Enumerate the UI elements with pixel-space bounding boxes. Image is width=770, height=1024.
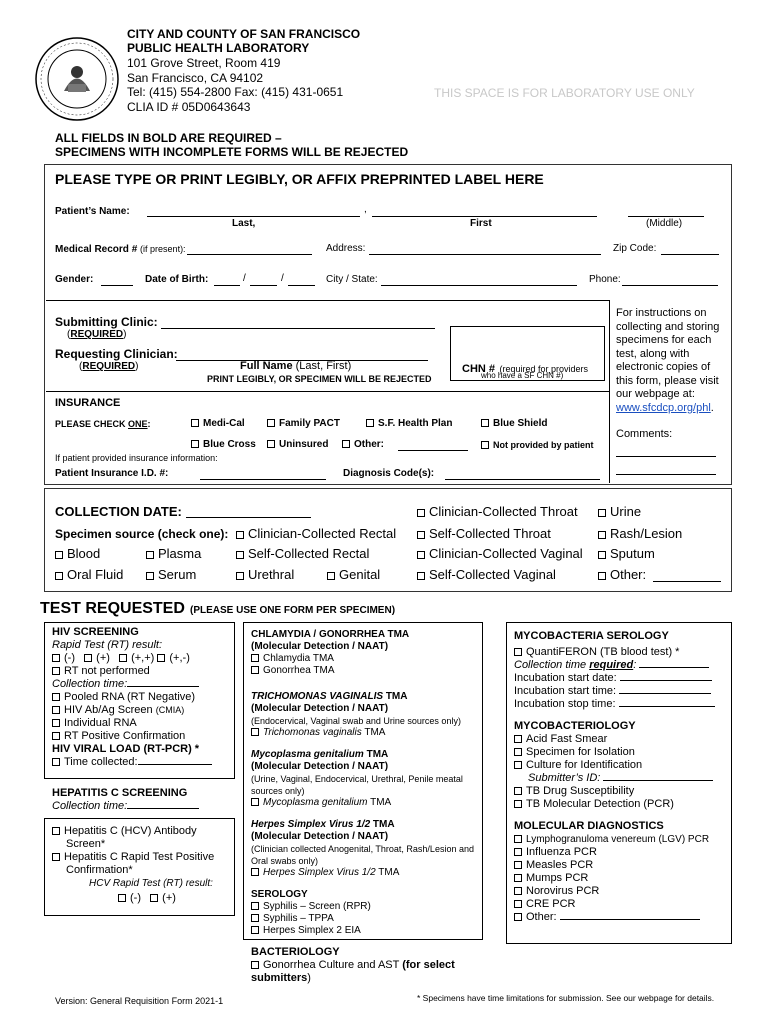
- print-legibly-warning: PRINT LEGIBLY, OR SPECIMEN WILL BE REJECTED: [207, 374, 432, 384]
- gender-field[interactable]: [101, 284, 133, 286]
- incubation-start-field[interactable]: [619, 692, 711, 694]
- rejected-notice: SPECIMENS WITH INCOMPLETE FORMS WILL BE REJECTED: [55, 145, 409, 159]
- rt-positive-checkbox[interactable]: [52, 732, 60, 740]
- hcv-pos-checkbox[interactable]: [150, 894, 158, 902]
- urine-label: Urine: [610, 504, 642, 519]
- molecular-other-checkbox[interactable]: [514, 913, 522, 921]
- oral-fluid-label: Oral Fluid: [67, 567, 124, 582]
- self-rectal-label: Self-Collected Rectal: [248, 546, 370, 561]
- sputum-checkbox[interactable]: [598, 551, 606, 559]
- instructions-line-7: our webpage at:: [616, 388, 695, 400]
- hiv-screening-title: HIV SCREENING: [52, 626, 139, 638]
- chlamydia-checkbox[interactable]: [251, 654, 259, 662]
- urethral-checkbox[interactable]: [236, 572, 244, 580]
- rash-checkbox[interactable]: [598, 531, 606, 539]
- rt-not-performed-checkbox[interactable]: [52, 667, 60, 675]
- phone-fax: Tel: (415) 554-2800 Fax: (415) 431-0651: [127, 85, 344, 99]
- lab-use-only-text: THIS SPACE IS FOR LABORATORY USE ONLY: [434, 86, 695, 100]
- hcv-neg-checkbox[interactable]: [118, 894, 126, 902]
- medi-cal-label: Medi-Cal: [203, 418, 245, 429]
- gc-culture-note-close: ): [307, 972, 311, 984]
- submitter-id-field[interactable]: [603, 779, 713, 781]
- hsv-note-2: Oral swabs only): [251, 856, 319, 866]
- hsv-subtitle: (Molecular Detection / NAAT): [251, 831, 389, 842]
- specimen-other-label: Other:: [610, 567, 647, 582]
- trich-label-tma: TMA: [361, 727, 386, 738]
- family-pact-label: Family PACT: [279, 418, 340, 429]
- hsv-title-tma: TMA: [370, 819, 395, 830]
- measles-checkbox[interactable]: [514, 861, 522, 869]
- self-throat-label: Self-Collected Throat: [429, 526, 551, 541]
- sf-health-label: S.F. Health Plan: [378, 418, 453, 429]
- trich-checkbox[interactable]: [251, 728, 259, 736]
- molecular-other-field[interactable]: [560, 918, 700, 920]
- first-label: First: [470, 218, 492, 229]
- serum-label: Serum: [158, 567, 197, 582]
- tb-molecular-label: TB Molecular Detection (PCR): [526, 798, 674, 810]
- gonorrhea-checkbox[interactable]: [251, 666, 259, 674]
- insurance-divider: [46, 391, 610, 392]
- hiv-collection-time-label: Collection time:: [52, 678, 128, 690]
- specimen-other-field[interactable]: [653, 580, 721, 582]
- full-name-note: (Last, First): [295, 360, 352, 372]
- blood-checkbox[interactable]: [55, 551, 63, 559]
- clin-vaginal-label: Clinician-Collected Vaginal: [429, 546, 583, 561]
- tppa-checkbox[interactable]: [251, 914, 259, 922]
- last-name-field[interactable]: [147, 215, 360, 217]
- gonorrhea-label: Gonorrhea TMA: [263, 665, 335, 676]
- phone-label: Phone:: [589, 274, 621, 285]
- requesting-clinician-label: Requesting Clinician:: [55, 347, 178, 361]
- culture-id-label: Culture for Identification: [526, 759, 643, 771]
- mgen-title: Mycoplasma genitalium: [251, 749, 364, 760]
- time-collected-checkbox[interactable]: [52, 758, 60, 766]
- submitting-required: REQUIRED: [70, 329, 124, 340]
- rash-label: Rash/Lesion: [610, 526, 683, 541]
- hiv-collection-time-field[interactable]: [127, 685, 199, 687]
- trich-note: (Endocervical, Vaginal swab and Urine sources only): [251, 716, 461, 726]
- hiv-rt-pos-checkbox[interactable]: [84, 654, 92, 662]
- lgv-label: Lymphogranuloma venereum (LGV) PCR: [526, 834, 710, 845]
- hcv-screening-title: HEPATITIS C SCREENING: [52, 787, 188, 799]
- blue-cross-label: Blue Cross: [203, 439, 256, 450]
- individual-rna-label: Individual RNA: [64, 717, 137, 729]
- chn-note-1: (required for providers: [499, 364, 589, 374]
- insurance-id-label: Patient Insurance I.D. #:: [55, 468, 169, 479]
- comments-line-2[interactable]: [616, 473, 716, 475]
- chn-label: CHN #: [462, 363, 496, 375]
- not-provided-checkbox[interactable]: [481, 441, 489, 449]
- serum-checkbox[interactable]: [146, 572, 154, 580]
- insurance-other-field[interactable]: [398, 449, 468, 451]
- blue-shield-checkbox[interactable]: [481, 419, 489, 427]
- mrn-note: (if present):: [140, 244, 186, 254]
- test-requested-heading: TEST REQUESTED: [40, 600, 185, 617]
- instructions-line-1: For instructions on: [616, 307, 707, 319]
- hiv-abag-checkbox[interactable]: [52, 706, 60, 714]
- trich-subtitle: (Molecular Detection / NAAT): [251, 703, 389, 714]
- uninsured-checkbox[interactable]: [267, 440, 275, 448]
- collection-date-field[interactable]: [186, 516, 311, 518]
- time-collected-field[interactable]: [138, 763, 212, 765]
- clin-rectal-checkbox[interactable]: [236, 531, 244, 539]
- hsv2-eia-checkbox[interactable]: [251, 926, 259, 934]
- hcv-collection-time-label: Collection time:: [52, 800, 128, 812]
- afs-checkbox[interactable]: [514, 735, 522, 743]
- genital-label: Genital: [339, 567, 381, 582]
- check-one-label: PLEASE CHECK: [55, 419, 126, 429]
- gc-culture-label: Gonorrhea Culture and AST: [263, 959, 400, 971]
- chn-note-2: who have a SF CHN #): [481, 371, 564, 380]
- self-throat-checkbox[interactable]: [417, 531, 425, 539]
- chlamydia-label: Chlamydia TMA: [263, 653, 334, 664]
- if-provided-note: If patient provided insurance information:: [55, 453, 218, 463]
- sputum-label: Sputum: [610, 546, 655, 561]
- hcv-rapid-checkbox[interactable]: [52, 853, 60, 861]
- hiv-rt-pospos-checkbox[interactable]: [119, 654, 127, 662]
- mgen-subtitle: (Molecular Detection / NAAT): [251, 761, 389, 772]
- rt-positive-label: RT Positive Confirmation: [64, 730, 186, 742]
- instructions-line-6: this form, please visit: [616, 374, 719, 387]
- gc-culture-note-2: submitters: [251, 972, 308, 984]
- uninsured-label: Uninsured: [279, 439, 329, 450]
- pooled-rna-label: Pooled RNA (RT Negative): [64, 691, 196, 703]
- mrn-label: Medical Record #: [55, 244, 138, 255]
- incubation-date-label: Incubation start date:: [514, 672, 617, 684]
- family-pact-checkbox[interactable]: [267, 419, 275, 427]
- submitting-clinic-label: Submitting Clinic:: [55, 315, 158, 329]
- gc-culture-checkbox[interactable]: [251, 961, 259, 969]
- norovirus-checkbox[interactable]: [514, 887, 522, 895]
- requesting-required: REQUIRED: [82, 361, 136, 372]
- specimen-source-label: Specimen source (check one):: [55, 527, 229, 541]
- individual-rna-checkbox[interactable]: [52, 719, 60, 727]
- clia-id: CLIA ID # 05D0643643: [127, 99, 251, 114]
- ctgc-subtitle: (Molecular Detection / NAAT): [251, 641, 389, 652]
- hiv-rt-pospos-label: (+,+): [131, 652, 155, 664]
- medi-cal-checkbox[interactable]: [191, 419, 199, 427]
- measles-label: Measles PCR: [526, 859, 594, 871]
- mgen-title-tma: TMA: [363, 749, 389, 760]
- hcv-antibody-label: Hepatitis C (HCV) Antibody: [64, 825, 197, 837]
- not-provided-label: Not provided by patient: [493, 440, 594, 450]
- phone-field[interactable]: [622, 284, 718, 286]
- cre-checkbox[interactable]: [514, 900, 522, 908]
- dob-slash-2: /: [281, 273, 284, 284]
- cmia-note: (CMIA): [155, 705, 185, 715]
- self-vaginal-label: Self-Collected Vaginal: [429, 567, 556, 582]
- clin-throat-label: Clinician-Collected Throat: [429, 504, 578, 519]
- hsv-label-tma: TMA: [375, 867, 400, 878]
- rpr-label: Syphilis – Screen (RPR): [263, 901, 371, 912]
- trich-title: TRICHOMONAS VAGINALIS: [251, 691, 384, 702]
- patient-heading: PLEASE TYPE OR PRINT LEGIBLY, OR AFFIX PREPRINTED LABEL HERE: [55, 171, 544, 187]
- hiv-rt-neg-label: (-): [64, 652, 75, 664]
- middle-label: (Middle): [646, 218, 683, 229]
- hiv-abag-label: HIV Ab/Ag Screen: [64, 704, 153, 716]
- isolation-label: Specimen for Isolation: [526, 746, 635, 758]
- hcv-collection-time-field[interactable]: [127, 807, 199, 809]
- form-version: Version: General Requisition Form 2021-1: [55, 996, 224, 1006]
- submitter-id-label: Submitter’s ID:: [528, 772, 601, 784]
- gender-label: Gender:: [55, 274, 94, 285]
- dob-year-field[interactable]: [288, 284, 315, 286]
- instructions-line-3: specimens for each: [616, 334, 712, 346]
- qft-required: required: [589, 659, 634, 671]
- org-name: CITY AND COUNTY OF SAN FRANCISCO: [127, 27, 361, 41]
- dob-month-field[interactable]: [214, 284, 240, 286]
- urine-checkbox[interactable]: [598, 509, 606, 517]
- mgen-note-2: sources only): [251, 786, 305, 796]
- influenza-checkbox[interactable]: [514, 848, 522, 856]
- address-line-1: 101 Grove Street, Room 419: [127, 56, 281, 70]
- tb-drug-label: TB Drug Susceptibility: [526, 785, 635, 797]
- incubation-start-label: Incubation start time:: [514, 685, 617, 697]
- lgv-checkbox[interactable]: [514, 835, 522, 843]
- urethral-label: Urethral: [248, 567, 295, 582]
- cre-label: CRE PCR: [526, 898, 576, 910]
- hsv-title: Herpes Simplex Virus 1/2: [251, 819, 371, 830]
- mgen-label-tma: TMA: [367, 797, 392, 808]
- diagnosis-code-label: Diagnosis Code(s):: [343, 468, 435, 479]
- address-line-2: San Francisco, CA 94102: [127, 70, 264, 85]
- hiv-rt-neg-checkbox[interactable]: [52, 654, 60, 662]
- city-state-label: City / State:: [326, 274, 378, 285]
- required-notice: ALL FIELDS IN BOLD ARE REQUIRED –: [55, 131, 282, 145]
- lab-name: PUBLIC HEALTH LABORATORY: [127, 41, 310, 55]
- hsv-label: Herpes Simplex Virus 1/2: [263, 867, 376, 878]
- mgen-note-1: (Urine, Vaginal, Endocervical, Urethral, Penile meatal: [251, 774, 463, 784]
- instructions-line-2: collecting and storing: [616, 320, 720, 333]
- tb-molecular-checkbox[interactable]: [514, 800, 522, 808]
- collection-date-label: COLLECTION DATE:: [55, 504, 182, 519]
- insurance-other-label: Other:: [354, 439, 384, 450]
- hsv-checkbox[interactable]: [251, 868, 259, 876]
- instructions-line-5: electronic copies of: [616, 361, 711, 373]
- mumps-checkbox[interactable]: [514, 874, 522, 882]
- zip-label: Zip Code:: [613, 243, 657, 254]
- hcv-neg-label: (-): [130, 892, 141, 904]
- afs-label: Acid Fast Smear: [526, 733, 608, 745]
- clin-throat-checkbox[interactable]: [417, 509, 425, 517]
- dob-day-field[interactable]: [250, 284, 277, 286]
- rt-not-performed-label: RT not performed: [64, 665, 150, 677]
- hiv-viral-load-title: HIV VIRAL LOAD (RT-PCR) *: [52, 743, 200, 755]
- myco-serology-title: MYCOBACTERIA SEROLOGY: [514, 630, 669, 642]
- hcv-rt-result-label: HCV Rapid Test (RT) result:: [89, 878, 213, 889]
- mycobacteriology-title: MYCOBACTERIOLOGY: [514, 720, 636, 732]
- specimen-other-checkbox[interactable]: [598, 572, 606, 580]
- link-period: .: [710, 401, 714, 414]
- serology-title: SEROLOGY: [251, 889, 308, 900]
- patient-name-label: Patient’s Name:: [55, 206, 130, 217]
- address-field[interactable]: [369, 253, 601, 255]
- bacteriology-title: BACTERIOLOGY: [251, 946, 340, 958]
- instructions-line-4: test, along with: [616, 347, 690, 360]
- name-comma: ,: [364, 204, 367, 215]
- time-limit-note: * Specimens have time limitations for submission. See our webpage for details.: [417, 993, 715, 1003]
- address-label: Address:: [326, 243, 366, 254]
- hcv-rapid-label-2: Confirmation*: [66, 864, 133, 876]
- clin-vaginal-checkbox[interactable]: [417, 551, 425, 559]
- diagnosis-code-field[interactable]: [445, 478, 600, 480]
- last-label: Last,: [232, 218, 256, 229]
- zip-field[interactable]: [661, 253, 719, 255]
- clin-rectal-label: Clinician-Collected Rectal: [248, 526, 397, 541]
- pooled-rna-checkbox[interactable]: [52, 693, 60, 701]
- incubation-stop-label: Incubation stop time:: [514, 698, 616, 710]
- insurance-other-checkbox[interactable]: [342, 440, 350, 448]
- mumps-label: Mumps PCR: [526, 872, 589, 884]
- hiv-rt-pos-label: (+): [96, 652, 110, 664]
- hcv-antibody-label-2: Screen*: [66, 838, 106, 850]
- check-one-colon: :: [147, 419, 151, 429]
- molecular-other-label: Other:: [526, 911, 557, 923]
- hiv-rapid-result-label: Rapid Test (RT) result:: [52, 639, 163, 651]
- tppa-label: Syphilis – TPPA: [263, 913, 334, 924]
- comments-label: Comments:: [616, 428, 673, 440]
- dob-slash-1: /: [243, 273, 246, 284]
- plasma-checkbox[interactable]: [146, 551, 154, 559]
- trich-label: Trichomonas vaginalis: [263, 727, 362, 738]
- city-state-field[interactable]: [381, 284, 577, 286]
- time-collected-label: Time collected:: [64, 756, 138, 768]
- self-vaginal-checkbox[interactable]: [417, 572, 425, 580]
- incubation-date-field[interactable]: [620, 679, 712, 681]
- dob-label: Date of Birth:: [145, 274, 209, 285]
- first-name-field[interactable]: [372, 215, 597, 217]
- gc-culture-note: (for select: [402, 959, 455, 971]
- webpage-link[interactable]: www.sfcdcp.org/phl: [616, 401, 711, 414]
- quantiferon-checkbox[interactable]: [514, 648, 522, 656]
- qft-collection-time-field[interactable]: [639, 666, 709, 668]
- hcv-rapid-label: Hepatitis C Rapid Test Positive: [64, 851, 215, 863]
- tb-drug-checkbox[interactable]: [514, 787, 522, 795]
- hsv-note-1: (Clinician collected Anogenital, Throat, Rash/Lesion and: [251, 844, 474, 854]
- influenza-label: Influenza PCR: [526, 846, 597, 858]
- hcv-antibody-checkbox[interactable]: [52, 827, 60, 835]
- incubation-stop-field[interactable]: [619, 705, 715, 707]
- mrn-field[interactable]: [187, 253, 312, 255]
- isolation-checkbox[interactable]: [514, 748, 522, 756]
- molecular-title: MOLECULAR DIAGNOSTICS: [514, 820, 664, 832]
- plasma-label: Plasma: [158, 546, 202, 561]
- trich-title-tma: TMA: [383, 691, 408, 702]
- hiv-rt-posneg-checkbox[interactable]: [157, 654, 165, 662]
- rpr-checkbox[interactable]: [251, 902, 259, 910]
- blue-shield-label: Blue Shield: [493, 418, 548, 429]
- comments-line-1[interactable]: [616, 455, 716, 457]
- sf-health-checkbox[interactable]: [366, 419, 374, 427]
- check-one-emphasis: ONE: [128, 419, 148, 429]
- blue-cross-checkbox[interactable]: [191, 440, 199, 448]
- mgen-label: Mycoplasma genitalium: [263, 797, 368, 808]
- hiv-rt-posneg-label: (+,-): [169, 652, 190, 664]
- mgen-checkbox[interactable]: [251, 798, 259, 806]
- quantiferon-label: QuantiFERON (TB blood test) *: [526, 646, 680, 658]
- test-requested-note: (PLEASE USE ONE FORM PER SPECIMEN): [190, 605, 396, 616]
- hcv-pos-label: (+): [162, 892, 176, 904]
- genital-checkbox[interactable]: [327, 572, 335, 580]
- full-name-label: Full Name: [240, 360, 293, 372]
- qft-colon: :: [633, 659, 637, 671]
- submitting-clinic-field[interactable]: [161, 327, 435, 329]
- insurance-id-field[interactable]: [200, 478, 326, 480]
- norovirus-label: Norovirus PCR: [526, 885, 600, 897]
- oral-fluid-checkbox[interactable]: [55, 572, 63, 580]
- insurance-heading: INSURANCE: [55, 397, 121, 409]
- culture-id-checkbox[interactable]: [514, 761, 522, 769]
- city-seal-logo: [34, 36, 120, 122]
- ctgc-title: CHLAMYDIA / GONORRHEA TMA: [251, 629, 410, 640]
- blood-label: Blood: [67, 546, 101, 561]
- qft-collection-time-label: Collection time: [514, 659, 587, 671]
- hsv2-eia-label: Herpes Simplex 2 EIA: [263, 925, 361, 936]
- self-rectal-checkbox[interactable]: [236, 551, 244, 559]
- middle-name-field[interactable]: [628, 215, 704, 217]
